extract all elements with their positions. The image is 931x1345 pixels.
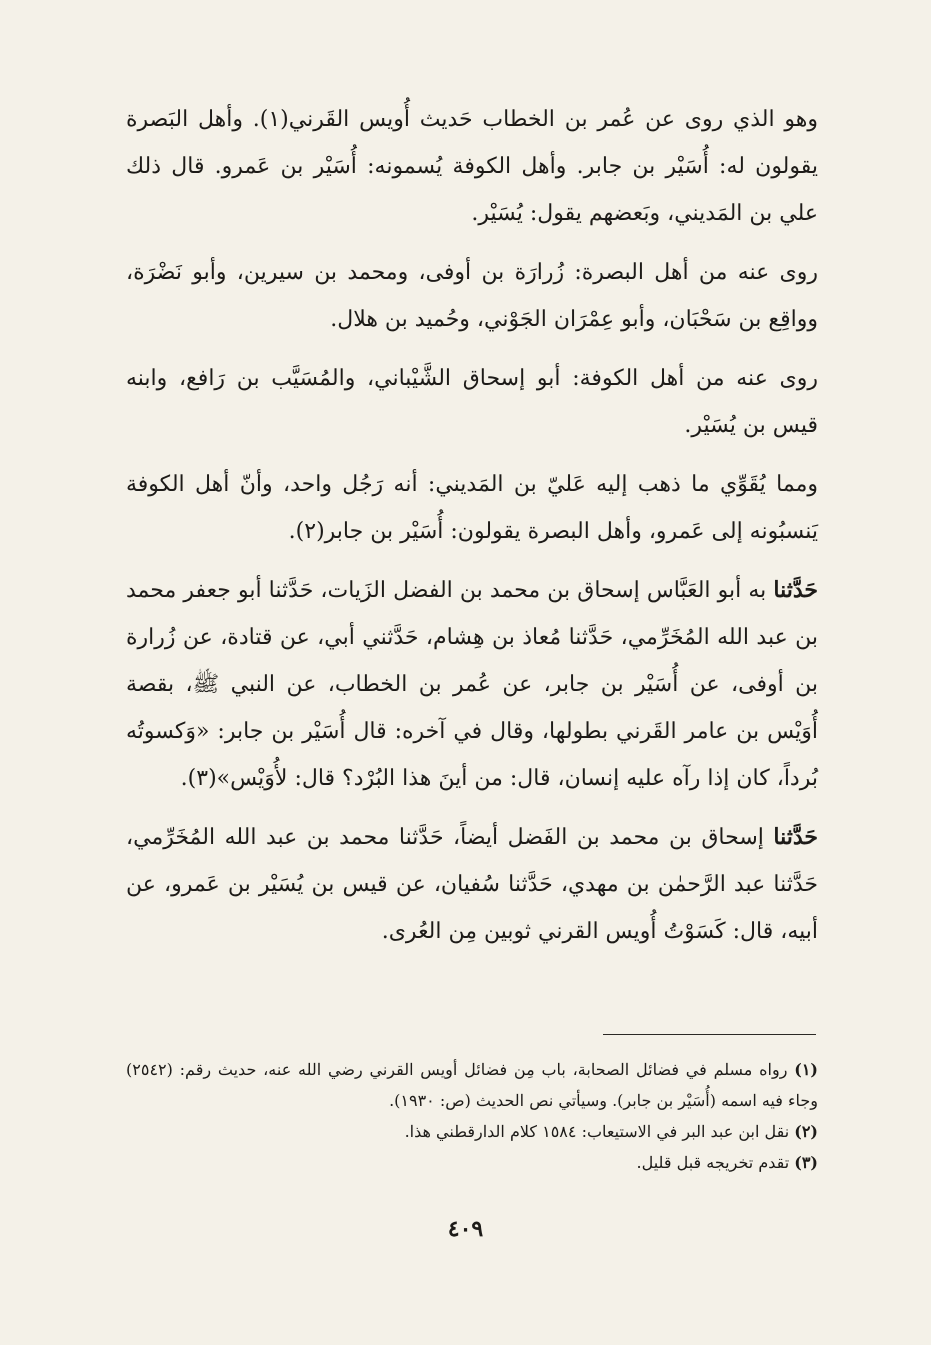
footnote-number: (٣) <box>794 1153 818 1172</box>
footnote-2 <box>126 1116 818 1147</box>
paragraph-2 <box>126 249 818 343</box>
paragraph-3 <box>126 355 818 449</box>
footnote-divider <box>603 1034 816 1035</box>
paragraph-lead: حَدَّثنا <box>773 824 818 850</box>
footnote-text: رواه مسلم في فضائل الصحابة، باب مِن فضائل أويس القرني رضي الله عنه، حديث رقم: (٢٥٤٢) وجاء فيه اسمه (أُسَيْر بن جابر). وسيأتي نص الحديث (ص: ١٩٣٠). <box>126 1060 818 1110</box>
footnote-text: نقل ابن عبد البر في الاستيعاب: ١٥٨٤ كلام الدارقطني هذا. <box>404 1122 795 1141</box>
paragraph-text: وهو الذي روى عن عُمر بن الخطاب حَديث أُويس القَرني(١). وأهل البَصرة يقولون له: أُسَيْر بن جابر. وأهل الكوفة يُسمونه: أُسَيْر بن عَمرو. قال ذلك علي بن المَديني، وبَعضهم يقول: يُسَيْر. <box>126 107 818 226</box>
paragraph-5 <box>126 567 818 802</box>
footnote-1 <box>126 1054 818 1116</box>
paragraph-text: إسحاق بن محمد بن الفَضل أيضاً، حَدَّثنا محمد بن عبد الله المُخَرِّمي، حَدَّثنا عبد الرَّحمٰن بن مهدي، حَدَّثنا سُفيان، عن قيس بن يُسَيْر بن عَمرو، عن أبيه، قال: كَسَوْتُ أُويس القرني ثوبين مِن العُرى. <box>126 825 818 944</box>
footnote-number: (٢) <box>794 1122 818 1141</box>
footnote-text: تقدم تخريجه قبل قليل. <box>636 1153 795 1172</box>
paragraph-text: روى عنه من أهل البصرة: زُرارَة بن أوفى، ومحمد بن سيرين، وأبو نَضْرَة، وواقِع بن سَحْبَان، وأبو عِمْرَان الجَوْني، وحُميد بن هلال. <box>126 260 818 332</box>
paragraph-text: ومما يُقَوِّي ما ذهب إليه عَليّ بن المَديني: أنه رَجُل واحد، وأنّ أهل الكوفة يَنسبُونه إلى عَمرو، وأهل البصرة يقولون: أُسَيْر بن جابر(٢). <box>126 472 818 544</box>
footnote-number: (١) <box>794 1060 818 1079</box>
footnote-3 <box>126 1147 818 1178</box>
page-number: ٤٠٩ <box>447 1216 484 1242</box>
footnotes <box>126 1054 818 1178</box>
paragraph-1 <box>126 96 818 237</box>
paragraph-lead: حَدَّثنا <box>773 577 818 603</box>
main-text <box>126 96 818 967</box>
paragraph-text: روى عنه من أهل الكوفة: أبو إسحاق الشَّيْباني، والمُسَيَّب بن رَافع، وابنه قيس بن يُسَيْر. <box>126 366 818 438</box>
paragraph-6 <box>126 814 818 955</box>
paragraph-text: به أبو العَبَّاس إسحاق بن محمد بن الفضل الزَيات، حَدَّثنا أبو جعفر محمد بن عبد الله المُخَرِّمي، حَدَّثنا مُعاذ بن هِشام، حَدَّثني أبي، عن قتادة، عن زُرارة بن أوفى، عن أُسَيْر بن جابر، عن عُمر بن الخطاب، عن النبي ﷺ، بقصة أُوَيْس بن عامر القَرني بطولها، وقال في آخره: قال أُسَيْر بن جابر: «وَكسوتُه بُرداً، كان إذا رآه عليه إنسان، قال: من أينَ هذا البُرْد؟ قال: لأُوَيْس»(٣). <box>126 578 818 791</box>
paragraph-4 <box>126 461 818 555</box>
